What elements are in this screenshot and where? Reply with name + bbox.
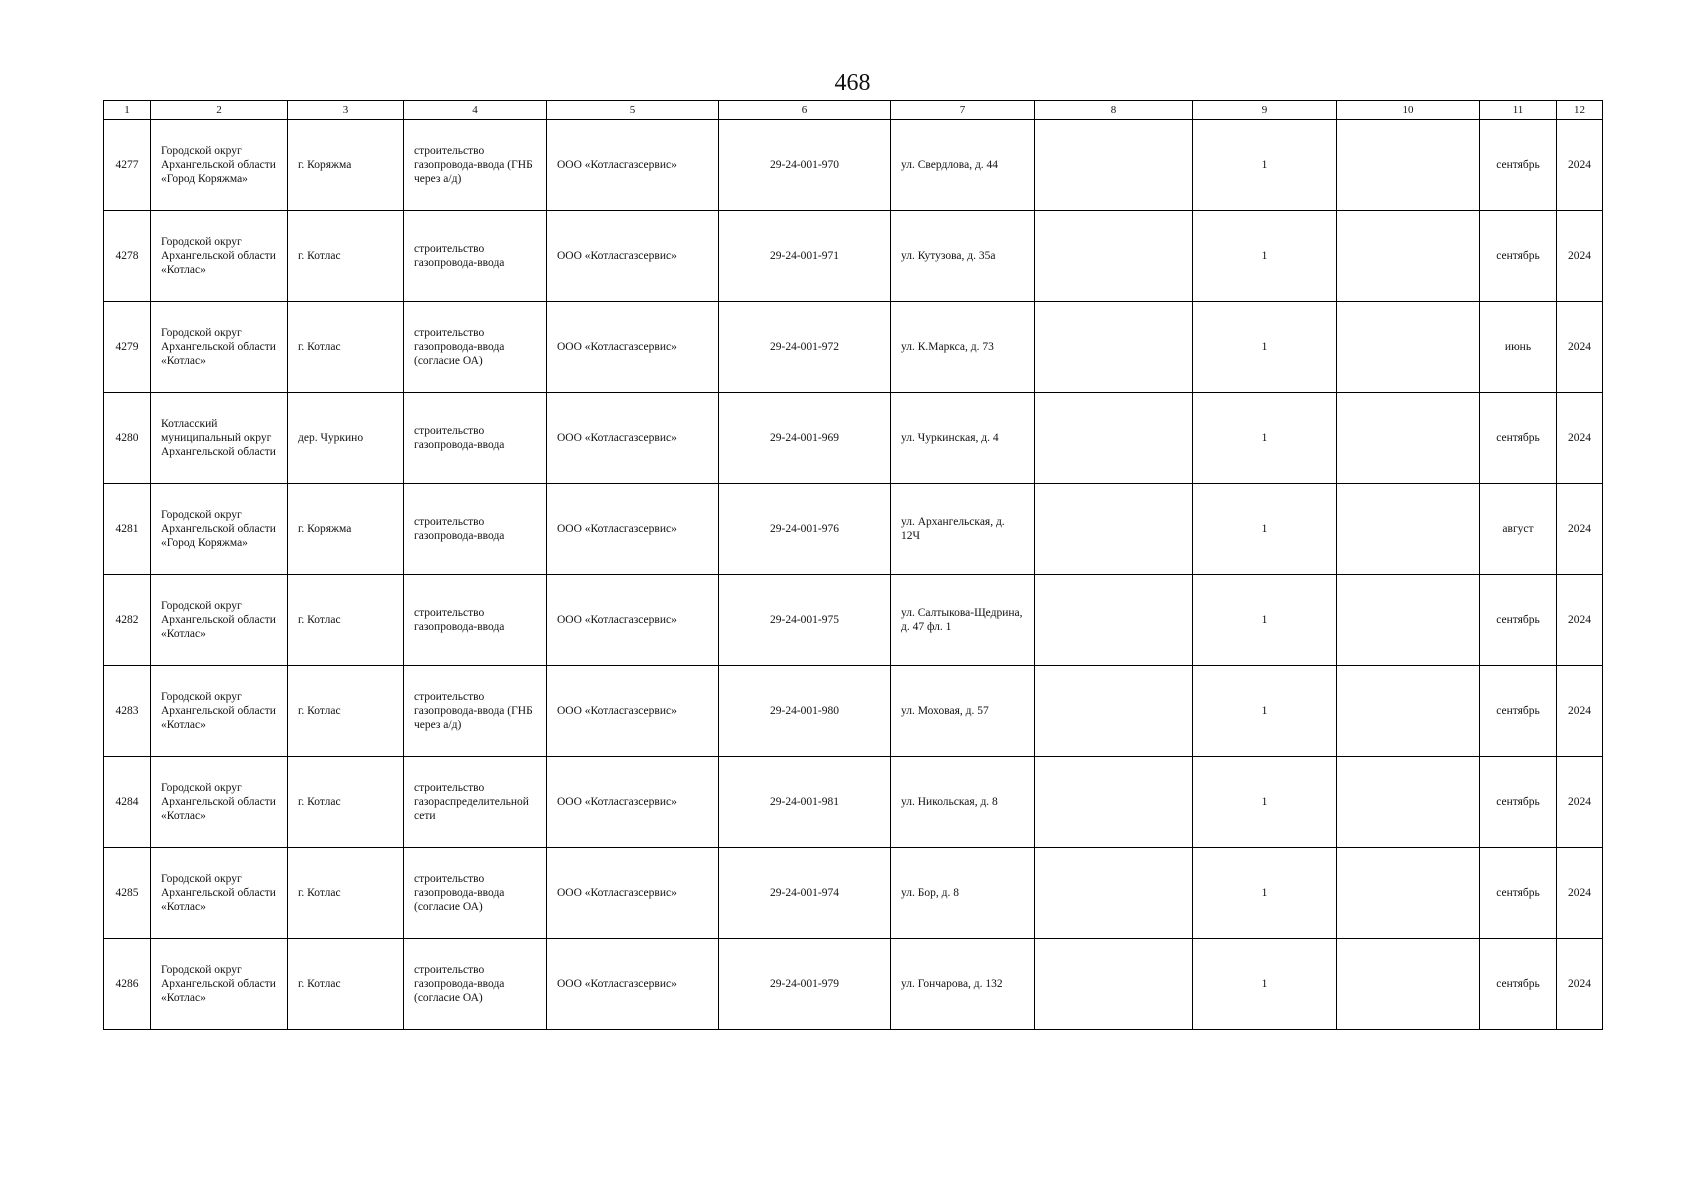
cell-col-10 bbox=[1337, 848, 1480, 939]
cell-month: сентябрь bbox=[1480, 666, 1557, 757]
cell-code: 29-24-001-981 bbox=[719, 757, 891, 848]
cell-month: сентябрь bbox=[1480, 575, 1557, 666]
cell-month: август bbox=[1480, 484, 1557, 575]
cell-col-8 bbox=[1035, 757, 1193, 848]
table-row bbox=[104, 575, 1603, 666]
cell-col-8 bbox=[1035, 666, 1193, 757]
cell-col-8 bbox=[1035, 120, 1193, 211]
cell-count: 1 bbox=[1193, 575, 1337, 666]
cell-year: 2024 bbox=[1557, 666, 1603, 757]
cell-settlement: г. Котлас bbox=[288, 211, 404, 302]
cell-organization: ООО «Котласгазсервис» bbox=[547, 211, 719, 302]
table-row bbox=[104, 666, 1603, 757]
cell-year: 2024 bbox=[1557, 848, 1603, 939]
cell-year: 2024 bbox=[1557, 120, 1603, 211]
column-header-11: 11 bbox=[1480, 101, 1557, 120]
cell-code: 29-24-001-975 bbox=[719, 575, 891, 666]
cell-settlement: дер. Чуркино bbox=[288, 393, 404, 484]
column-header-8: 8 bbox=[1035, 101, 1193, 120]
cell-address: ул. Свердлова, д. 44 bbox=[891, 120, 1035, 211]
table-row bbox=[104, 939, 1603, 1030]
cell-count: 1 bbox=[1193, 302, 1337, 393]
cell-organization: ООО «Котласгазсервис» bbox=[547, 666, 719, 757]
column-header-4: 4 bbox=[404, 101, 547, 120]
cell-month: июнь bbox=[1480, 302, 1557, 393]
table-row bbox=[104, 393, 1603, 484]
cell-year: 2024 bbox=[1557, 302, 1603, 393]
cell-work-type: строительство газопровода-ввода (ГНБ через а/д) bbox=[404, 666, 547, 757]
cell-col-10 bbox=[1337, 575, 1480, 666]
cell-municipality: Котласский муниципальный округ Архангельской области bbox=[151, 393, 288, 484]
cell-col-8 bbox=[1035, 211, 1193, 302]
cell-code: 29-24-001-979 bbox=[719, 939, 891, 1030]
cell-settlement: г. Котлас bbox=[288, 939, 404, 1030]
cell-col-10 bbox=[1337, 939, 1480, 1030]
table-row bbox=[104, 484, 1603, 575]
cell-count: 1 bbox=[1193, 666, 1337, 757]
cell-row-number: 4284 bbox=[104, 757, 151, 848]
cell-col-8 bbox=[1035, 393, 1193, 484]
column-header-1: 1 bbox=[104, 101, 151, 120]
cell-month: сентябрь bbox=[1480, 120, 1557, 211]
cell-code: 29-24-001-976 bbox=[719, 484, 891, 575]
cell-municipality: Городской округ Архангельской области «Котлас» bbox=[151, 575, 288, 666]
cell-col-10 bbox=[1337, 120, 1480, 211]
cell-row-number: 4283 bbox=[104, 666, 151, 757]
cell-year: 2024 bbox=[1557, 757, 1603, 848]
cell-organization: ООО «Котласгазсервис» bbox=[547, 484, 719, 575]
cell-col-8 bbox=[1035, 302, 1193, 393]
cell-row-number: 4285 bbox=[104, 848, 151, 939]
cell-year: 2024 bbox=[1557, 575, 1603, 666]
cell-count: 1 bbox=[1193, 393, 1337, 484]
cell-year: 2024 bbox=[1557, 393, 1603, 484]
cell-municipality: Городской округ Архангельской области «Котлас» bbox=[151, 848, 288, 939]
cell-organization: ООО «Котласгазсервис» bbox=[547, 302, 719, 393]
cell-work-type: строительство газораспределительной сети bbox=[404, 757, 547, 848]
column-header-3: 3 bbox=[288, 101, 404, 120]
cell-municipality: Городской округ Архангельской области «Город Коряжма» bbox=[151, 484, 288, 575]
table-row bbox=[104, 211, 1603, 302]
cell-col-10 bbox=[1337, 211, 1480, 302]
cell-address: ул. Никольская, д. 8 bbox=[891, 757, 1035, 848]
cell-count: 1 bbox=[1193, 757, 1337, 848]
cell-row-number: 4280 bbox=[104, 393, 151, 484]
table-row bbox=[104, 120, 1603, 211]
cell-organization: ООО «Котласгазсервис» bbox=[547, 939, 719, 1030]
cell-work-type: строительство газопровода-ввода bbox=[404, 484, 547, 575]
cell-settlement: г. Коряжма bbox=[288, 120, 404, 211]
cell-organization: ООО «Котласгазсервис» bbox=[547, 393, 719, 484]
cell-municipality: Городской округ Архангельской области «Котлас» bbox=[151, 302, 288, 393]
cell-work-type: строительство газопровода-ввода (согласие ОА) bbox=[404, 302, 547, 393]
cell-address: ул. Чуркинская, д. 4 bbox=[891, 393, 1035, 484]
cell-row-number: 4286 bbox=[104, 939, 151, 1030]
cell-settlement: г. Котлас bbox=[288, 575, 404, 666]
cell-col-10 bbox=[1337, 757, 1480, 848]
cell-month: сентябрь bbox=[1480, 939, 1557, 1030]
cell-settlement: г. Коряжма bbox=[288, 484, 404, 575]
cell-row-number: 4279 bbox=[104, 302, 151, 393]
cell-address: ул. Кутузова, д. 35а bbox=[891, 211, 1035, 302]
table-row bbox=[104, 302, 1603, 393]
cell-settlement: г. Котлас bbox=[288, 302, 404, 393]
cell-code: 29-24-001-980 bbox=[719, 666, 891, 757]
column-header-6: 6 bbox=[719, 101, 891, 120]
cell-address: ул. Бор, д. 8 bbox=[891, 848, 1035, 939]
cell-row-number: 4277 bbox=[104, 120, 151, 211]
cell-address: ул. Салтыкова-Щедрина, д. 47 фл. 1 bbox=[891, 575, 1035, 666]
table-row bbox=[104, 848, 1603, 939]
column-header-9: 9 bbox=[1193, 101, 1337, 120]
cell-col-10 bbox=[1337, 484, 1480, 575]
cell-work-type: строительство газопровода-ввода (согласие ОА) bbox=[404, 939, 547, 1030]
cell-count: 1 bbox=[1193, 848, 1337, 939]
cell-code: 29-24-001-969 bbox=[719, 393, 891, 484]
page-number: 468 bbox=[834, 70, 871, 96]
cell-row-number: 4281 bbox=[104, 484, 151, 575]
cell-work-type: строительство газопровода-ввода bbox=[404, 211, 547, 302]
cell-col-8 bbox=[1035, 484, 1193, 575]
cell-organization: ООО «Котласгазсервис» bbox=[547, 120, 719, 211]
cell-organization: ООО «Котласгазсервис» bbox=[547, 848, 719, 939]
header-row bbox=[104, 101, 1603, 120]
cell-address: ул. К.Маркса, д. 73 bbox=[891, 302, 1035, 393]
cell-month: сентябрь bbox=[1480, 393, 1557, 484]
cell-municipality: Городской округ Архангельской области «Котлас» bbox=[151, 666, 288, 757]
cell-code: 29-24-001-972 bbox=[719, 302, 891, 393]
cell-col-8 bbox=[1035, 939, 1193, 1030]
cell-count: 1 bbox=[1193, 211, 1337, 302]
column-header-12: 12 bbox=[1557, 101, 1603, 120]
cell-col-8 bbox=[1035, 575, 1193, 666]
cell-year: 2024 bbox=[1557, 484, 1603, 575]
cell-address: ул. Моховая, д. 57 bbox=[891, 666, 1035, 757]
cell-municipality: Городской округ Архангельской области «Котлас» bbox=[151, 211, 288, 302]
column-header-10: 10 bbox=[1337, 101, 1480, 120]
column-header-7: 7 bbox=[891, 101, 1035, 120]
cell-code: 29-24-001-974 bbox=[719, 848, 891, 939]
cell-col-10 bbox=[1337, 302, 1480, 393]
table-row bbox=[104, 757, 1603, 848]
cell-work-type: строительство газопровода-ввода (ГНБ через а/д) bbox=[404, 120, 547, 211]
column-header-2: 2 bbox=[151, 101, 288, 120]
cell-year: 2024 bbox=[1557, 939, 1603, 1030]
cell-organization: ООО «Котласгазсервис» bbox=[547, 575, 719, 666]
cell-municipality: Городской округ Архангельской области «Котлас» bbox=[151, 939, 288, 1030]
cell-organization: ООО «Котласгазсервис» bbox=[547, 757, 719, 848]
cell-municipality: Городской округ Архангельской области «Котлас» bbox=[151, 757, 288, 848]
cell-month: сентябрь bbox=[1480, 848, 1557, 939]
cell-count: 1 bbox=[1193, 939, 1337, 1030]
cell-code: 29-24-001-971 bbox=[719, 211, 891, 302]
cell-settlement: г. Котлас bbox=[288, 666, 404, 757]
cell-col-8 bbox=[1035, 848, 1193, 939]
cell-work-type: строительство газопровода-ввода bbox=[404, 575, 547, 666]
cell-count: 1 bbox=[1193, 484, 1337, 575]
cell-work-type: строительство газопровода-ввода bbox=[404, 393, 547, 484]
data-table bbox=[103, 100, 1603, 1030]
cell-row-number: 4278 bbox=[104, 211, 151, 302]
cell-col-10 bbox=[1337, 393, 1480, 484]
column-header-5: 5 bbox=[547, 101, 719, 120]
cell-month: сентябрь bbox=[1480, 211, 1557, 302]
cell-work-type: строительство газопровода-ввода (согласие ОА) bbox=[404, 848, 547, 939]
cell-settlement: г. Котлас bbox=[288, 848, 404, 939]
cell-col-10 bbox=[1337, 666, 1480, 757]
cell-code: 29-24-001-970 bbox=[719, 120, 891, 211]
cell-count: 1 bbox=[1193, 120, 1337, 211]
cell-month: сентябрь bbox=[1480, 757, 1557, 848]
cell-address: ул. Архангельская, д. 12Ч bbox=[891, 484, 1035, 575]
cell-address: ул. Гончарова, д. 132 bbox=[891, 939, 1035, 1030]
cell-year: 2024 bbox=[1557, 211, 1603, 302]
cell-settlement: г. Котлас bbox=[288, 757, 404, 848]
cell-municipality: Городской округ Архангельской области «Город Коряжма» bbox=[151, 120, 288, 211]
cell-row-number: 4282 bbox=[104, 575, 151, 666]
